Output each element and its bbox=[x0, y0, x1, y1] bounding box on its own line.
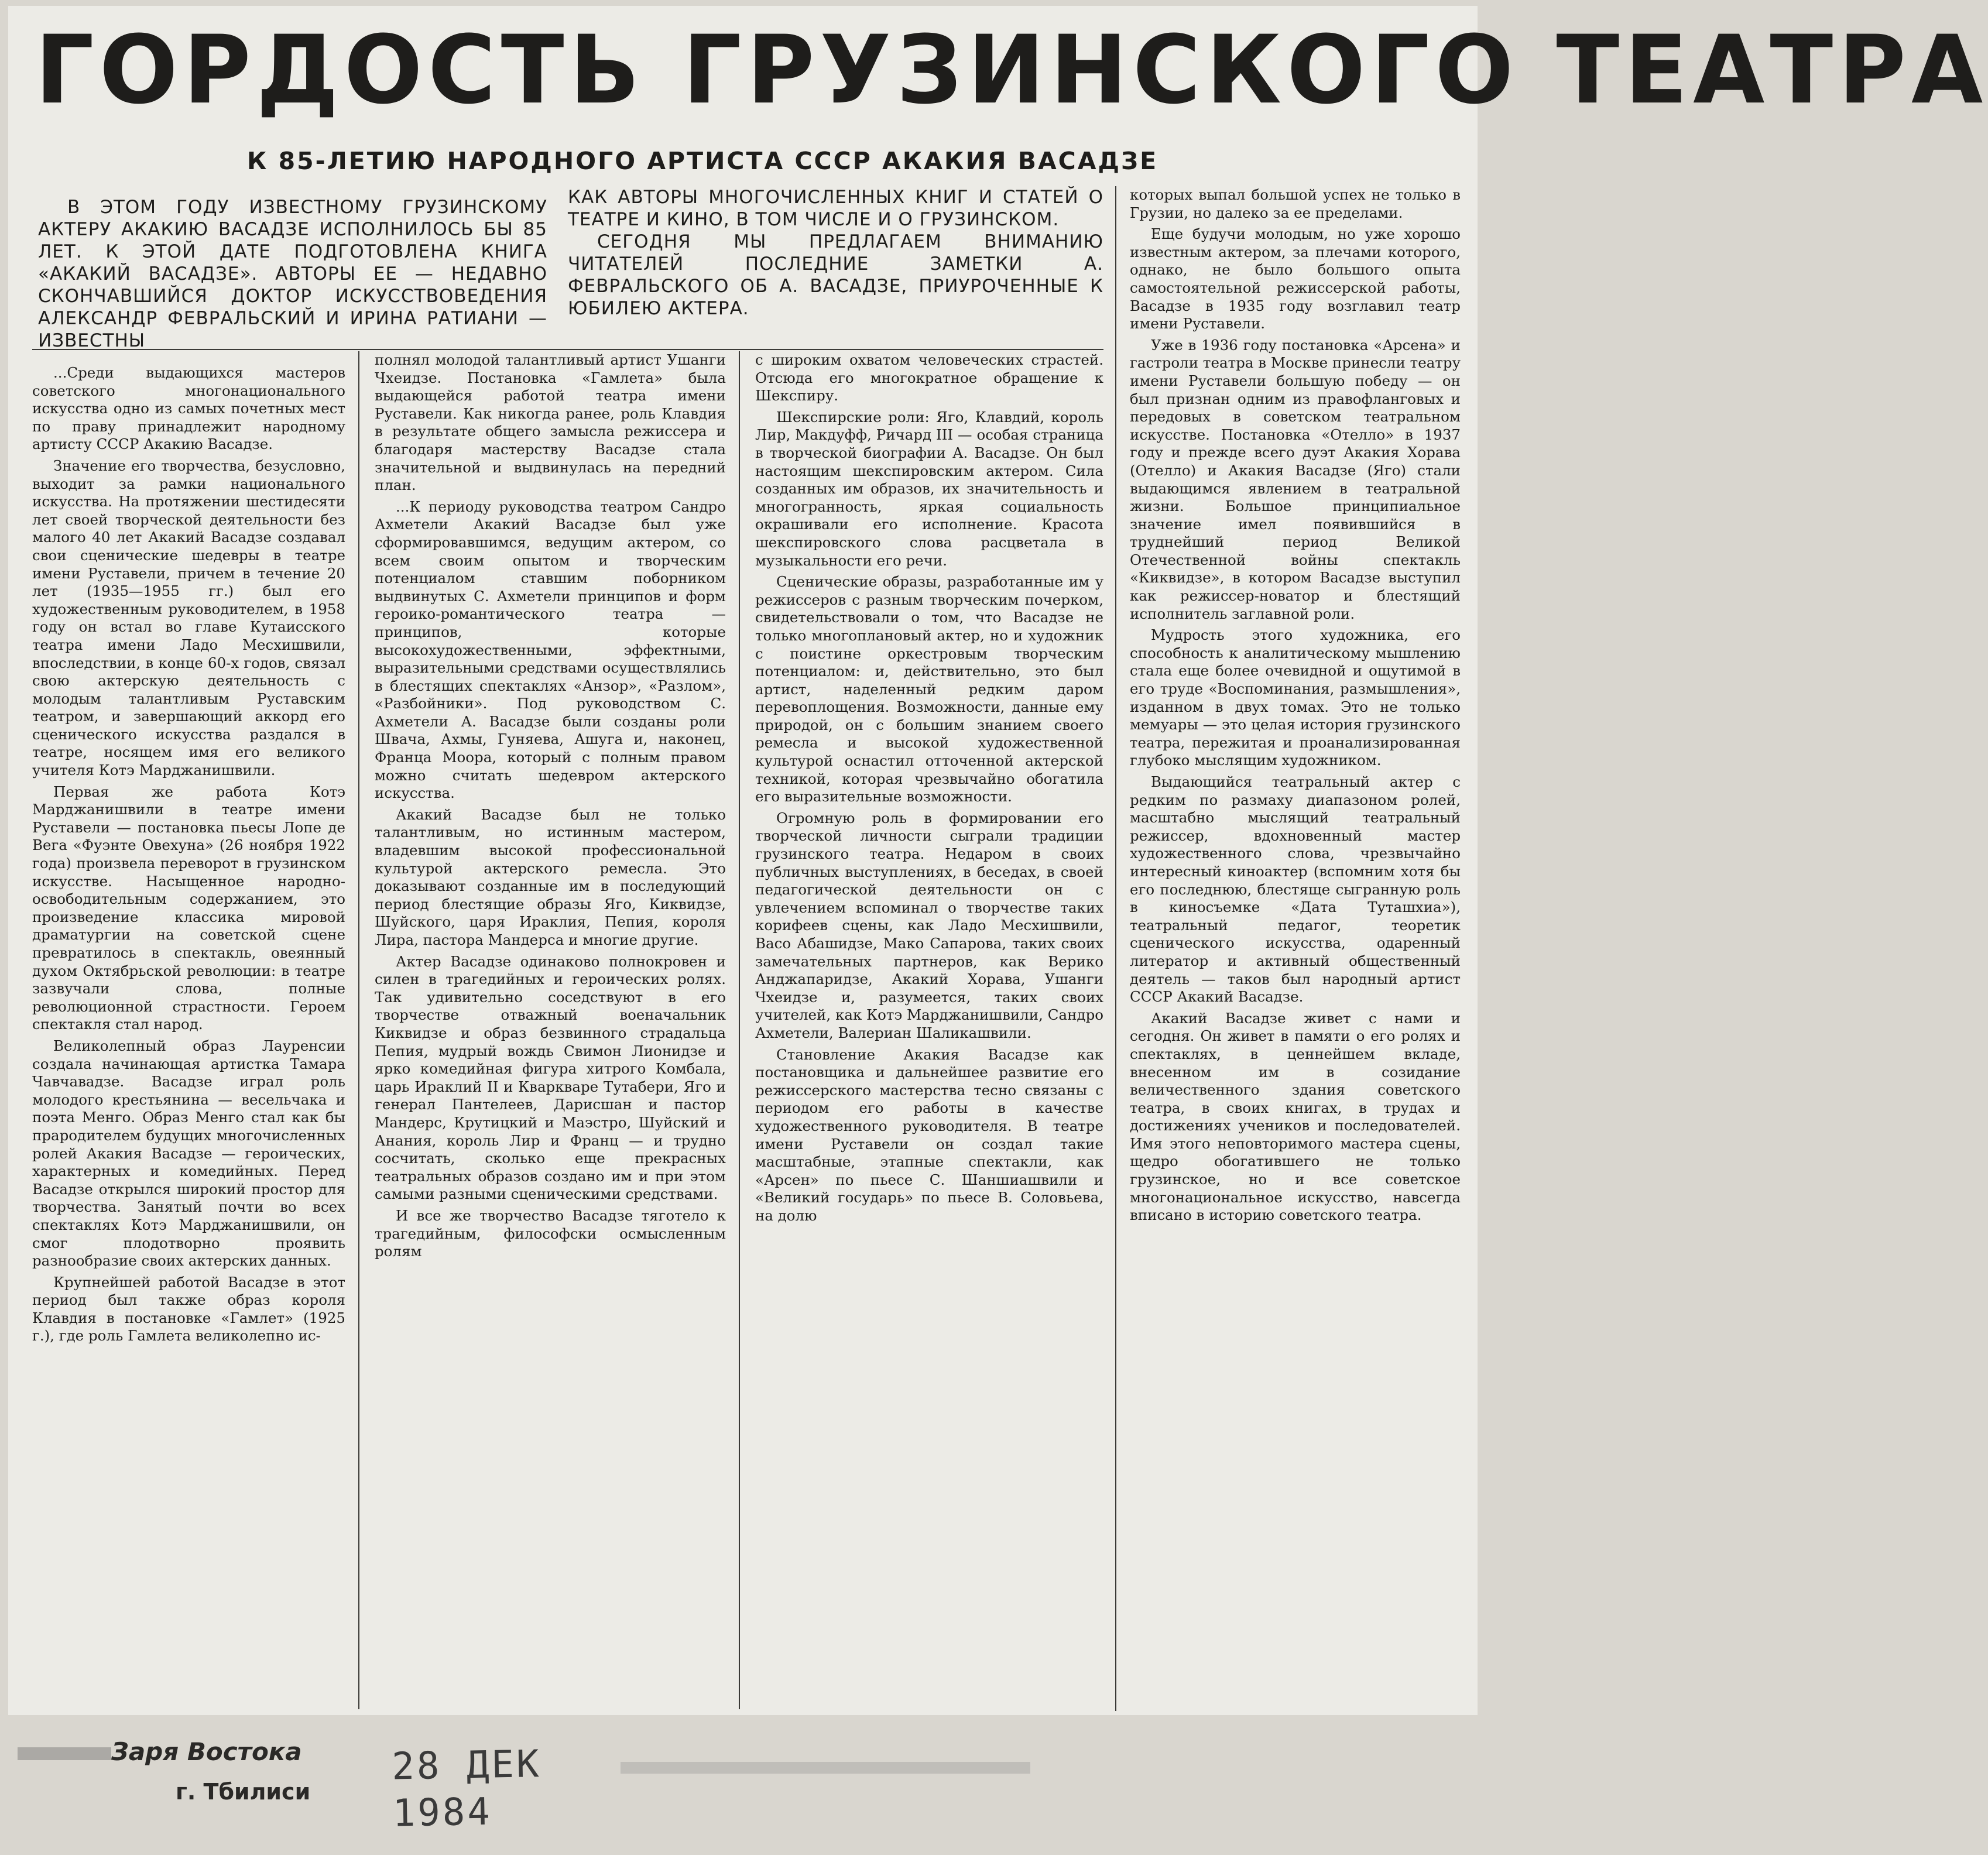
lead-text-3: СЕГОДНЯ МЫ ПРЕДЛАГАЕМ ВНИМАНИЮ ЧИТАТЕЛЕЙ ПОСЛЕДНИЕ ЗАМЕТКИ А. ФЕВРАЛЬСКОГО ОБ А. ВАСАДЗЕ, ПРИУРОЧЕННЫЕ К ЮБИЛЕЮ АКТЕРА. bbox=[568, 231, 1103, 319]
paragraph: Еще будучи молодым, но уже хорошо известным актером, за плечами которого, однако, не было большого опыта самостоятельной режиссерской работы, Васадзе в 1935 году возглавил театр имени Руставели. bbox=[1130, 225, 1461, 332]
print-smudge bbox=[18, 1747, 111, 1760]
column-2 bbox=[375, 351, 726, 1712]
paragraph: И все же творчество Васадзе тяготело к трагедийным, философски осмысленным ролям bbox=[375, 1206, 726, 1260]
paragraph: Великолепный образ Лауренсии создала начинающая артистка Тамара Чавчавадзе. Васадзе играл роль молодого крестьянина — весельчака и поэта Менго. Образ Менго стал как бы прародителем будущих многочисленных ролей Акакия Васадзе — героических, характерных и комедийных. Перед Васадзе открылся широкий простор для творчества. Занятый почти во всех спектаклях Котэ Марджанишвили, он смог плодотворно проявить разнообразие своих актерских данных. bbox=[32, 1037, 345, 1270]
column-3 bbox=[755, 351, 1103, 1715]
paragraph: Акакий Васадзе живет с нами и сегодня. Он живет в памяти о его ролях и спектаклях, в ценнейшем вкладе, внесенном им в созидание величественного здания советского театра, в своих книгах, в трудах и достижениях учеников и последователей. Имя этого неповторимого мастера сцены, щедро обогатившего не только грузинское, но и все советское многонациональное искусство, навсегда вписано в историю советского театра. bbox=[1130, 1009, 1461, 1224]
paragraph: Шекспирские роли: Яго, Клавдий, король Лир, Макдуфф, Ричард III — особая страница в творческой биографии А. Васадзе. Он был настоящим шекспировским актером. Сила созданных им образов, их значительность и многогранность, яркая социальность окрашивали его исполнение. Красота шекспировского слова расцветала в музыкальности его речи. bbox=[755, 408, 1103, 569]
paragraph: Крупнейшей работой Васадзе в этот период был также образ короля Клавдия в постановке «Гамлет» (1925 г.), где роль Гамлета великолепно ис- bbox=[32, 1273, 345, 1345]
paragraph: Огромную роль в формировании его творческой личности сыграли традиции грузинского театра. Недаром в своих публичных выступлениях, в беседах, в своей педагогической деятельности он с увлечением вспоминал о творчестве таких корифеев сцены, как Ладо Месхишвили, Васо Абашидзе, Мако Сапарова, таких своих замечательных партнеров, как Верико Анджапаридзе, Акакий Хорава, Ушанги Чхеидзе и, разумеется, таких своих учителей, как Котэ Марджанишвили, Сандро Ахметели, Валериан Шаликашвили. bbox=[755, 809, 1103, 1041]
column-1 bbox=[32, 364, 345, 1687]
date-stamp: 28 ДЕК 1984 bbox=[391, 1743, 542, 1836]
paragraph: с широким охватом человеческих страстей. Отсюда его многократное обращение к Шекспиру. bbox=[755, 351, 1103, 404]
paragraph: Выдающийся театральный актер с редким по размаху диапазоном ролей, масштабно мыслящий театральный режиссер, вдохновенный мастер художественного слова, чрезвычайно интересный киноактер (вспомним хотя бы его последнюю, блестяще сыгранную роль в киносъемке «Дата Туташхиа»), театральный педагог, теоретик сценического искусства, одаренный литератор и активный общественный деятель — таков был народный артист СССР Акакий Васадзе. bbox=[1130, 773, 1461, 1006]
paragraph: ...Среди выдающихся мастеров советского многонационального искусства одно из самых почетных мест по праву принадлежит народному артисту СССР Акакию Васадзе. bbox=[32, 364, 345, 453]
print-smudge bbox=[621, 1762, 1030, 1774]
paragraph: Мудрость этого художника, его способность к аналитическому мышлению стала еще более очевидной и ощутимой в его труде «Воспоминания, размышления», изданном в двух томах. Это не только мемуары — это целая история грузинского театра, пережитая и проанализированная глубоко мыслящим художником. bbox=[1130, 626, 1461, 769]
paragraph: Становление Акакия Васадзе как постановщика и дальнейшее развитие его режиссерского мастерства тесно связаны с периодом его работы в качестве художественного руководителя. В театре имени Руставели он создал такие масштабные, этапные спектакли, как «Арсен» по пьесе С. Шаншиашвили и «Великий государь» по пьесе В. Соловьева, на долю bbox=[755, 1045, 1103, 1224]
lead-paragraph-right bbox=[568, 186, 1103, 340]
newspaper-city: г. Тбилиси bbox=[176, 1779, 311, 1805]
lead-paragraph-left bbox=[38, 196, 547, 351]
paragraph: Сценические образы, разработанные им у режиссеров с разным творческим почерком, свидетельствовали о том, что Васадзе не только многоплановый актер, но и художник с поистине оркестровым творческим потенциалом: и, действительно, это был артист, наделенный редким даром перевоплощения. Возможности, данные ему природой, он с большим знанием своего ремесла и высокой художественной культурой оснастил отточенной актерской техникой, которая чрезвычайно обогатила его выразительные возможности. bbox=[755, 573, 1103, 805]
paragraph: которых выпал большой успех не только в Грузии, но далеко за ее пределами. bbox=[1130, 186, 1461, 221]
paragraph: Актер Васадзе одинаково полнокровен и силен в трагедийных и героических ролях. Так удивительно соседствуют в его творчестве отважный военачальник Киквидзе и образ безвинного страдальца Пепия, мудрый вождь Свимон Лионидзе и ярко комедийная фигура хитрого Комбала, царь Ираклий II и Кваркваре Тутабери, Яго и генерал Пантелеев, Дарисшан и пастор Мандерс, Крутицкий и Маэстро, Шуйский и Анания, король Лир и Франц — и трудно сосчитать, сколько еще прекрасных театральных образов создано им и при этом самыми разными сценическими средствами. bbox=[375, 952, 726, 1203]
paragraph: ...К периоду руководства театром Сандро Ахметели Акакий Васадзе был уже сформировавшимся, ведущим актером, со всем своим опытом и творческим потенциалом ставшим поборником выдвинутых С. Ахметели принципов и форм героико-романтического театра — принципов, которые высокохудожественными, эффектными, выразительными средствами осуществлялись в блестящих спектаклях «Анзор», «Разлом», «Разбойники». Под руководством С. Ахметели А. Васадзе были созданы роли Швача, Ахмы, Гуняева, Ашуга и, наконец, Франца Моора, который с полным правом можно считать шедевром актерского искусства. bbox=[375, 498, 726, 802]
paragraph: Уже в 1936 году постановка «Арсена» и гастроли театра в Москве принесли театру имени Руставели большую победу — он был признан одним из правофланговых и передовых в советском театральном искусстве. Постановка «Отелло» в 1937 году и прежде всего дуэт Акакия Хорава (Отелло) и Акакия Васадзе (Яго) стали выдающимся явлением в театральной жизни. Большое принципиальное значение имел появившийся в труднейший период Великой Отечественной войны спектакль «Киквидзе», в котором Васадзе выступил как режиссер-новатор и блестящий исполнитель заглавной роли. bbox=[1130, 336, 1461, 622]
lead-text-1: В ЭТОМ ГОДУ ИЗВЕСТНОМУ ГРУЗИНСКОМУ АКТЕРУ АКАКИЮ ВАСАДЗЕ ИСПОЛНИЛОСЬ БЫ 85 ЛЕТ. К ЭТОЙ ДАТЕ ПОДГОТОВЛЕНА КНИГА «АКАКИЙ ВАСАДЗЕ». АВТОРЫ ЕЕ — НЕДАВНО СКОНЧАВШИЙСЯ ДОКТОР ИСКУССТВОВЕДЕНИЯ АЛЕКСАНДР ФЕВРАЛЬСКИЙ И ИРИНА РАТИАНИ — ИЗВЕСТНЫ bbox=[38, 197, 547, 351]
paragraph: Первая же работа Котэ Марджанишвили в театре имени Руставели — постановка пьесы Лопе де Вега «Фуэнте Овехуна» (26 ноября 1922 года) произвела переворот в грузинском искусстве. Насыщенное народно-освободительным содержанием, это произведение классика мировой драматургии на советской сцене превратилось в спектакль, овеянный духом Октябрьской революции: в театре зазвучали слова, полные революционной страстности. Героем спектакля стал народ. bbox=[32, 783, 345, 1033]
paragraph: полнял молодой талантливый артист Ушанги Чхеидзе. Постановка «Гамлета» была выдающейся работой театра имени Руставели. Как никогда ранее, роль Клавдия в результате общего замысла режиссера и благодаря мастерству Васадзе стала значительной и выдвинулась на передний план. bbox=[375, 351, 726, 494]
headline: ГОРДОСТЬ ГРУЗИНСКОГО ТЕАТРА bbox=[35, 15, 1988, 125]
lead-divider bbox=[32, 349, 1103, 350]
column-4 bbox=[1130, 186, 1461, 1714]
column-rule bbox=[358, 351, 359, 1709]
newspaper-name: Заря Востока bbox=[111, 1737, 302, 1766]
column-rule bbox=[1115, 186, 1116, 1711]
subheadline: К 85-ЛЕТИЮ НАРОДНОГО АРТИСТА СССР АКАКИЯ ВАСАДЗЕ bbox=[246, 147, 1158, 175]
paragraph: Акакий Васадзе был не только талантливым, но истинным мастером, владевшим высокой профессиональной культурой актерского ремесла. Это доказывают созданные им в последующий период блестящие образы Яго, Киквидзе, Шуйского, царя Ираклия, Пепия, короля Лира, пастора Мандерса и многие другие. bbox=[375, 805, 726, 948]
column-rule bbox=[739, 351, 740, 1709]
lead-text-2: КАК АВТОРЫ МНОГОЧИСЛЕННЫХ КНИГ И СТАТЕЙ О ТЕАТРЕ И КИНО, В ТОМ ЧИСЛЕ И О ГРУЗИНСКОМ. bbox=[568, 187, 1103, 230]
paragraph: Значение его творчества, безусловно, выходит за рамки национального искусства. На протяжении шестидесяти лет своей творческой деятельности без малого 40 лет Акакий Васадзе создавал свои сценические шедевры в театре имени Руставели, причем в течение 20 лет (1935—1955 гг.) был его художественным руководителем, в 1958 году он встал во главе Кутаисского театра имени Ладо Месхишвили, впоследствии, в конце 60-х годов, связал свою актерскую деятельность с молодым талантливым Руставским театром, и завершающий аккорд его сценического искусства раздался в театре, носящем имя его великого учителя Котэ Марджанишвили. bbox=[32, 457, 345, 779]
